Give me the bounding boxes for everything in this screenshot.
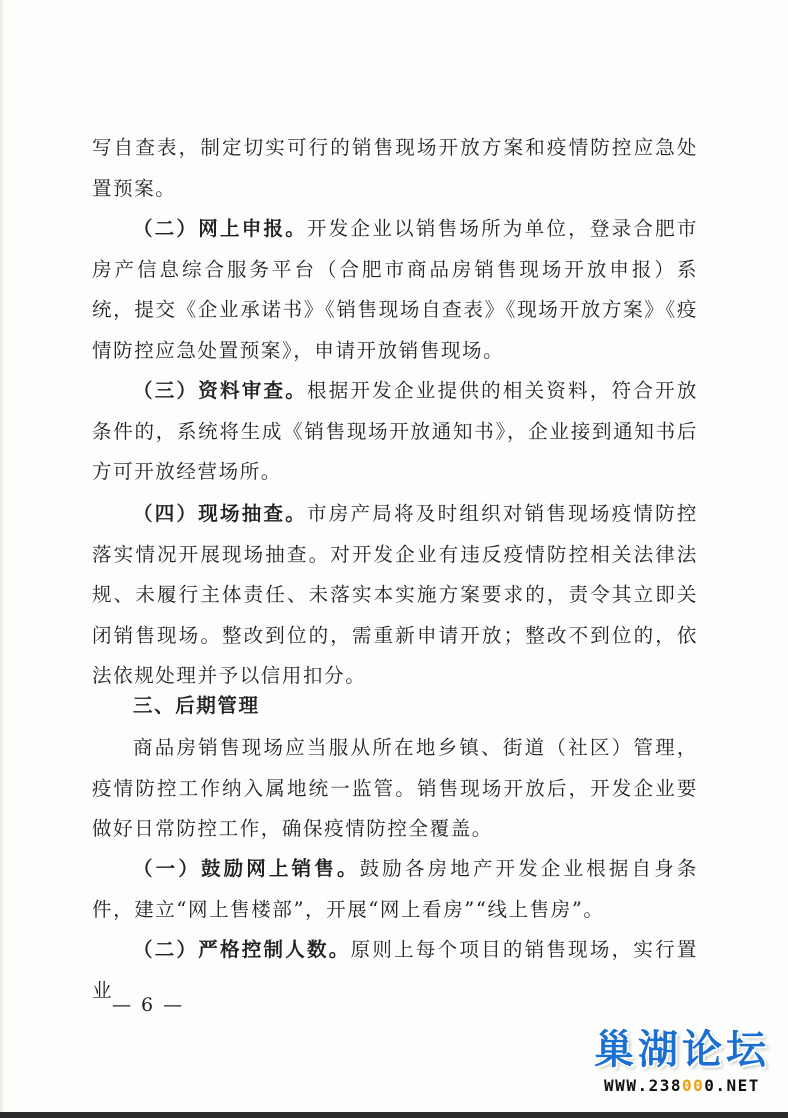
section-heading: 三、后期管理: [133, 694, 260, 717]
watermark-url: [590, 1076, 774, 1096]
paragraph-self-check: [92, 128, 698, 209]
paragraph-lead: （一）鼓励网上销售。: [133, 857, 360, 880]
paragraph-online-application: [92, 209, 698, 371]
paragraph-lead: （四）现场抽查。: [133, 502, 308, 525]
paragraph-lead: （二）严格控制人数。: [133, 938, 351, 961]
paragraph-text: 鼓励各房地产开发企业根据自身条件，建立“网上售楼部”，开展“网上看房”“线上售房”。: [92, 857, 698, 921]
paragraph-lead: （二）网上申报。: [133, 217, 308, 240]
paragraph-text: 根据开发企业提供的相关资料，符合开放条件的，系统将生成《销售现场开放通知书》，企业接到通知书后方可开放经营场所。: [92, 379, 698, 484]
paragraph-text: 商品房销售现场应当服从所在地乡镇、街道（社区）管理，疫情防控工作纳入属地统一监管。销售现场开放后，开发企业要做好日常防控工作，确保疫情防控全覆盖。: [92, 736, 698, 841]
paragraph-site-inspection: [92, 494, 698, 697]
watermark-title: 巢湖论坛: [594, 1027, 770, 1073]
page-number: — 6 —: [112, 994, 185, 1016]
paragraph-lead: （三）资料审查。: [133, 379, 308, 402]
paragraph-text: 原则上每个项目的销售现场，实行置业: [92, 938, 698, 1002]
paragraph-online-sales: [92, 849, 698, 930]
paragraph-text: 市房产局将及时组织对销售现场疫情防控落实情况开展现场抽查。对开发企业有违反疫情防控相关法律法规、未履行主体责任、未落实本实施方案要求的，责令其立即关闭销售现场。整改到位的，需重新申请开放；整改不到位的，依法依规处理并予以信用扣分。: [92, 502, 698, 688]
watermark-url-prefix: WWW.238: [604, 1076, 682, 1095]
paragraph-text: 开发企业以销售场所为单位，登录合肥市房产信息综合服务平台（合肥市商品房销售现场开放申报）系统，提交《企业承诺书》《销售现场自查表》《现场开放方案》《疫情防控应急处置预案》，申请开放销售现场。: [92, 217, 698, 362]
paragraph-post-management: [92, 728, 698, 850]
watermark-url-ring: 0: [693, 1076, 705, 1095]
paragraph-text: 写自查表，制定切实可行的销售现场开放方案和疫情防控应急处置预案。: [92, 136, 698, 200]
paragraph-document-review: [92, 371, 698, 493]
watermark-url-suffix: 0.NET: [704, 1076, 760, 1095]
page-edge-shadow: [0, 0, 4, 1118]
scan-bottom-edge: [0, 1112, 788, 1118]
forum-watermark: [590, 1026, 774, 1096]
watermark-url-ring: 0: [681, 1076, 694, 1095]
